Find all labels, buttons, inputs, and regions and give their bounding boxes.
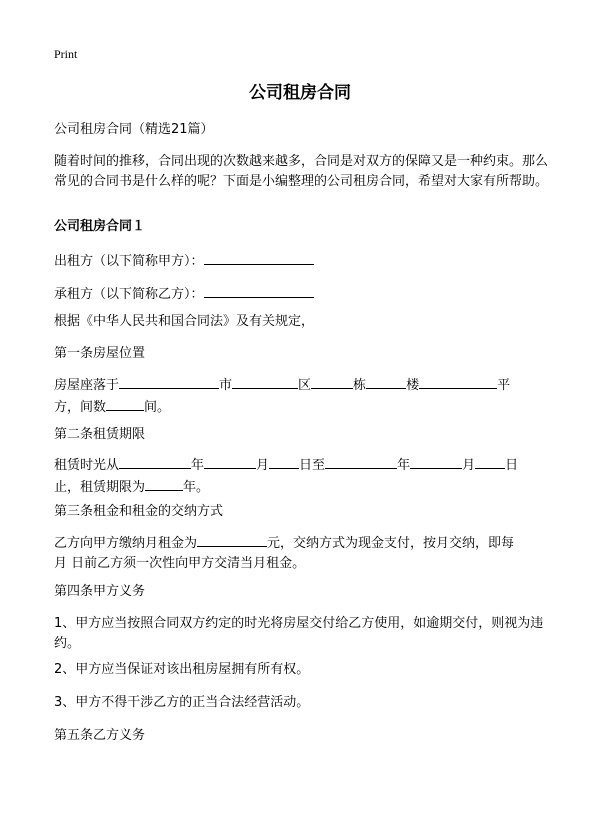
lessee-label: 承租方（以下简称乙方）： [54,287,204,302]
located-prefix: 房屋座落于 [54,378,120,393]
years-end-label: 年。 [183,480,210,495]
article2-title [54,425,554,445]
floor-blank [419,374,497,389]
subtitle [54,120,554,140]
end-month-blank [410,454,462,469]
rent-prefix: 乙方向甲方缴纳月租金为 [54,536,198,551]
contract-heading [54,217,554,237]
month2-label: 月 [462,458,476,473]
rent-line2: 月 日前乙方须一次性向甲方交清当月租金。 [54,556,306,571]
district-label: 区 [298,378,312,393]
district-blank [311,374,353,389]
article3-title [54,502,554,522]
area-unit-start: 平 [497,378,511,393]
article4-title-text: 第四条甲方义务 [54,584,146,599]
print-label: Print [54,47,78,61]
article3-title-text: 第三条租金和租金的交纳方式 [54,504,224,519]
building-label: 栋 [353,378,367,393]
article4-item-1 [54,614,549,654]
end-day-blank [475,454,505,469]
lessor-label: 出租方（以下简称甲方）： [54,254,204,269]
article2-title-text: 第二条租赁期限 [54,427,146,442]
lease-years-blank [145,476,183,491]
day-to-label: 日至 [299,458,326,473]
lessee-blank [204,283,314,298]
page-title: 公司租房合同 [249,83,351,103]
article3-body [54,532,554,574]
start-year-blank [119,454,191,469]
rooms-unit: 间。 [144,400,171,415]
lessor-blank [204,250,314,265]
month-label: 月 [256,458,270,473]
rent-blank [197,532,267,547]
article2-body [54,454,554,498]
start-day-blank [269,454,299,469]
article5-title [54,726,554,746]
start-month-blank [204,454,256,469]
rooms-blank [106,396,144,411]
city-blank [232,374,298,389]
article4-item-2 [54,660,554,680]
subtitle-text: 公司租房合同（精选21篇） [54,122,214,137]
article5-title-text: 第五条乙方义务 [54,728,146,743]
article4-item-3 [54,693,554,713]
floor-label: 楼 [406,378,420,393]
rent-suffix: 元，交纳方式为现金支付，按月交纳，即每 [267,536,515,551]
day2-label: 日 [505,458,519,473]
area-unit-end: 方，间数 [54,400,107,415]
period-prefix: 租赁时光从 [54,458,120,473]
year-label: 年 [191,458,205,473]
basis-text: 根据《中华人民共和国合同法》及有关规定， [54,314,315,329]
article4-item-text: 2、甲方应当保证对该出租房屋拥有所有权。 [54,662,310,677]
year2-label: 年 [397,458,411,473]
end-year-blank [325,454,397,469]
building-blank [366,374,406,389]
article4-item-text: 1、甲方应当按照合同双方约定的时光将房屋交付给乙方使用，如逾期交付，则视为违约。 [54,616,544,651]
article4-title [54,582,554,602]
intro-paragraph [54,152,549,192]
lessor-line [54,250,554,272]
address-blank [119,374,219,389]
intro-text: 随着时间的推移，合同出现的次数越来越多，合同是对双方的保障又是一种约束。那么常见的合同书是什么样的呢？下面是小编整理的公司租房合同，希望对大家有所帮助。 [54,154,549,189]
article4-item-text: 3、甲方不得干涉乙方的正当合法经营活动。 [54,695,310,710]
basis-line [54,312,554,332]
article1-title-text: 第一条房屋位置 [54,346,146,361]
lessee-line [54,283,554,305]
article1-title [54,344,554,364]
city-label: 市 [219,378,233,393]
day2-end-label: 止，租赁期限为 [54,480,146,495]
article1-body [54,374,554,418]
contract-heading-text: 公司租房合同１ [54,219,146,234]
